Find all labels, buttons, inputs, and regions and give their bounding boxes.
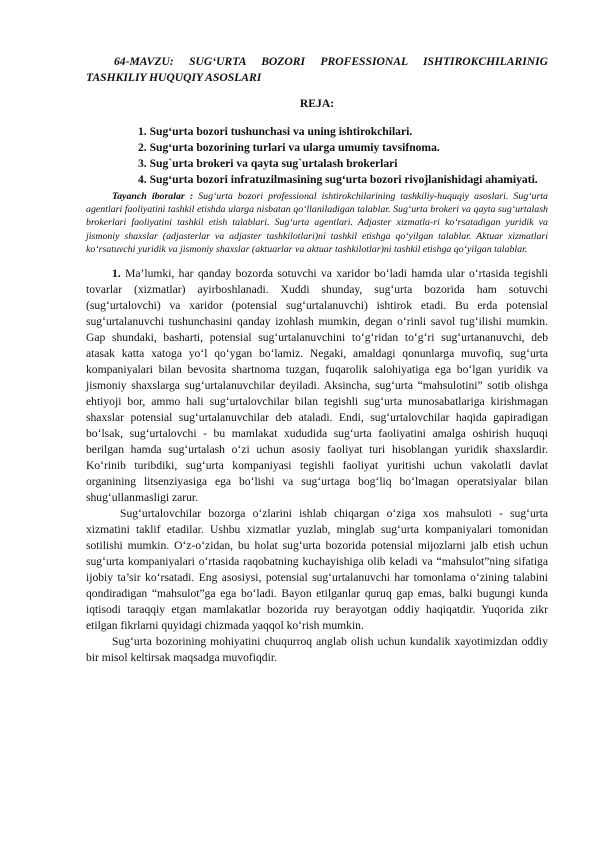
keywords-text: Sug‘urta bozori professional ishtirokchilarining tashkiliy-huquqiy asoslari. Sug‘urta agentlari faoliyatini tashkil etishda ularga nisbatan qo‘llaniladigan talablar. Sug‘urta brokeri va qayta sug‘urtalash brokerlari faoliyatini tashkil etish talablari. Sug‘urta agentlari. Adjaster xizmatla-ri ko‘rsatadigan yuridik va jismoniy shaxslar (adjasterlar va adjaster tashkilotlari)ni tashkil etishga qo‘yilgan talablar. Aktuar xizmatlari ko‘rsatuvchi yuridik va jismoniy shaxslar (aktuarlar va aktuar tashkilotlar)ni tashkil etishga qo‘yilgan talablar. <box>86 191 548 255</box>
plan-item-2 <box>86 140 548 156</box>
document-page <box>86 54 548 666</box>
paragraph-1-text: Ma’lumki, har qanday bozorda sotuvchi va xaridor bo‘ladi hamda ular o‘rtasida tegishli tovarlar (xizmatlar) ayirboshlanadi. Xuddi shunday, sug‘urta bozorida ham sotuvchi (sug‘urtalovchi) va xaridor (potensial sug‘urtalanuvchi) ishtirok etadi. Bu erda potensial sug‘urtalanuvchi tushunchasini qanday izohlash mumkin, degan o‘rinli savol tug‘ilishi mumkin. Gap shundaki, basharti, potensial sug‘urtalanuvchini to‘g‘ridan to‘g‘ri sug‘urtananuvchi, deb atasak katta xatoga yo‘l qo‘ygan bo‘lamiz. Negaki, amaldagi qonunlarga muvofiq, sug‘urta kompaniyalari bilan bevosita shartnoma tuzgan, fuqarolik salohiyatiga ega bo‘lgan yuridik va jismoniy shaxslarga sug‘urtalanuvchilar deyiladi. Aksincha, sug‘urta “mahsulotini” sotib olishga ehtiyoji bor, ammo hali sug‘urtalovchilar bilan tegishli sug‘urta munosabatlariga kirishmagan shaxslar potensial sug‘urtalanuvchilar deb ataladi. Endi, sug‘urtalovchilar haqida gapiradigan bo‘lsak, sug‘urtalovchi - bu mamlakat xududida sug‘urta faoliyatini amalga oshirish huquqi berilgan hamda sug‘urtalash o‘zi uchun asosiy faoliyat turi hisoblangan yuridik shaxslardir. Ko‘rinib turibdiki, sug‘urta kompaniyasi tegishli faoliyat yuritishi uchun vakolatli davlat organining litsenziyasiga ega bo‘lishi va sug‘urtaga bog‘liq bo‘lmagan operatsiyalar bilan shug‘ullanmasligi zarur. <box>86 267 548 505</box>
plan-list <box>86 124 548 188</box>
plan-item-number: 4. <box>138 173 147 186</box>
document-title: 64-MAVZU: SUG‘URTA BOZORI PROFESSIONAL ISHTIROKCHILARINIG TASHKILIY HUQUQIY ASOSLARI <box>86 55 548 84</box>
plan-item-text: Sug`urta brokeri va qayta sug`urtalash brokerlari <box>149 157 398 170</box>
plan-item-1 <box>86 124 548 140</box>
plan-item-text: Sug‘urta bozori tushunchasi va uning ishtirokchilari. <box>149 125 413 138</box>
plan-item-number: 1. <box>138 125 147 138</box>
paragraph-2: Sug‘urtalovchilar bozorga o‘zlarini ishlab chiqargan o‘ziga xos mahsuloti - sug‘urta xizmatini taklif etadilar. Ushbu xizmatlar yuzlab, minglab sug‘urta kompaniyalari tomonidan sotilishi mumkin. O‘z-o‘zidan, bu holat sug‘urta bozorida potensial mijozlarni jalb etish uchun sug‘urta kompaniyalari o‘rtasida raqobatning kuchayishiga olib keladi va “mahsulot”ning sifatiga ijobiy ta’sir ko‘rsatadi. Eng asosiysi, potensial sug‘urtalanuvchi har tomonlama o‘zining talabini qondiradigan “mahsulot”ga ega bo‘ladi. Bayon etilganlar quruq gap emas, balki bugungi kunda iqtisodi taraqqiy etgan mamlakatlar bozorida ruy berayotgan oddiy haqiqatdir. Yuqorida zikr etilgan fikrlarni quyidagi chizmada yaqqol ko‘rish mumkin. <box>86 507 548 633</box>
plan-item-4 <box>86 172 548 188</box>
keywords-block <box>86 190 548 256</box>
paragraph-number: 1. <box>112 267 121 281</box>
plan-item-text: Sug‘urta bozori infratuzilmasining sug‘urta bozori rivojlanishidagi ahamiyati. <box>149 173 538 186</box>
plan-heading: REJA: <box>299 97 335 110</box>
plan-item-number: 2. <box>138 141 147 154</box>
keywords-label: Tayanch iboralar : <box>112 191 194 202</box>
plan-item-text: Sug‘urta bozorining turlari va ularga umumiy tavsifnoma. <box>149 141 440 154</box>
paragraph-3: Sug‘urta bozorining mohiyatini chuqurroq anglab olish uchun kundalik xayotimizdan oddiy bir misol keltirsak maqsadga muvofiqdir. <box>86 635 548 665</box>
plan-item-number: 3. <box>138 157 147 170</box>
paragraph-1 <box>86 266 548 506</box>
plan-item-3 <box>86 156 548 172</box>
